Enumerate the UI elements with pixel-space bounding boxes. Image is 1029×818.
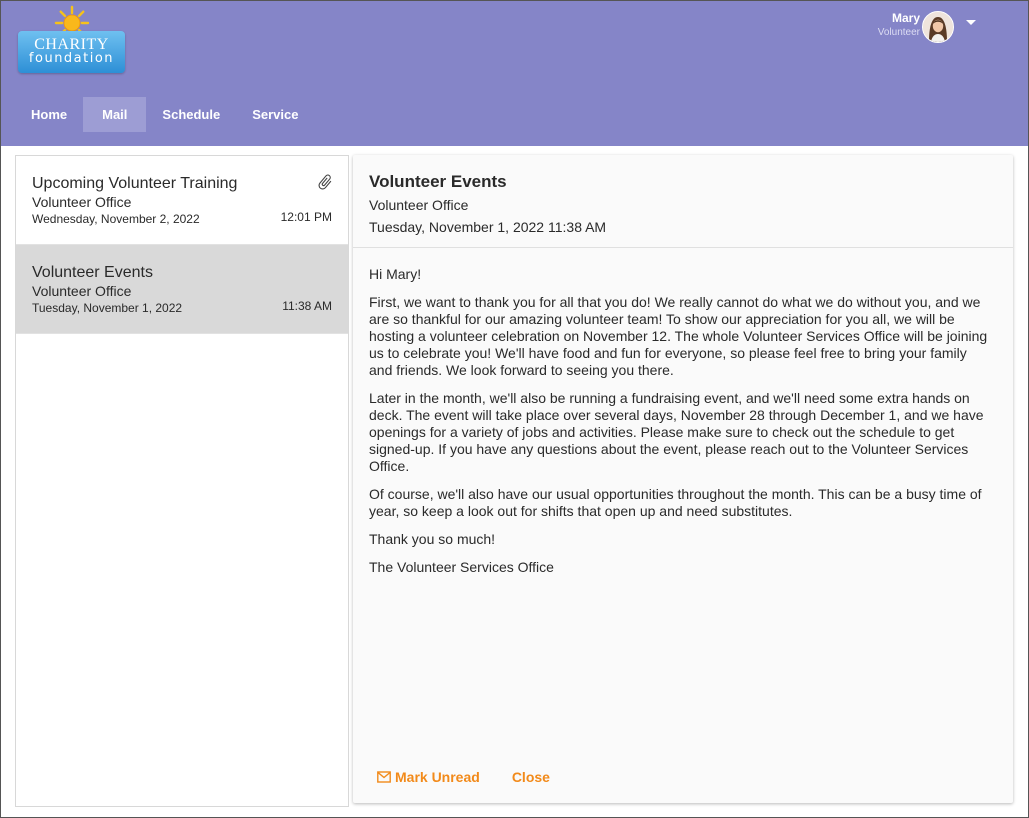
message-datetime: Tuesday, November 1, 2022 11:38 AM [369,219,607,235]
main-nav [15,97,314,132]
message-sender: Volunteer Office [32,194,132,210]
message-list [15,155,349,807]
message-item[interactable] [16,156,348,245]
logo-badge [18,31,125,73]
message-time: 11:38 AM [282,299,332,313]
message-header [353,155,1013,248]
body-paragraph: Of course, we'll also have our usual opportunities throughout the month. This can be a busy time of year, so keep a look out for shifts that open up and need substitutes. [369,486,982,519]
body-paragraph: The Volunteer Services Office [369,559,554,575]
envelope-icon [377,771,391,783]
user-menu[interactable] [844,11,1004,43]
message-item-selected[interactable] [16,245,348,334]
logo-text-charity: CHARITY [34,36,109,53]
message-date: Wednesday, November 2, 2022 [32,212,200,226]
message-from: Volunteer Office [369,197,469,213]
tab-home[interactable]: Home [31,107,68,122]
message-subject: Upcoming Volunteer Training [32,175,238,192]
message-sender: Volunteer Office [32,283,132,299]
message-subject: Volunteer Events [32,264,153,281]
message-date: Tuesday, November 1, 2022 [32,301,183,315]
mark-unread-label: Mark Unread [395,769,480,785]
tab-schedule[interactable]: Schedule [162,107,221,122]
charity-foundation-logo[interactable] [18,5,128,73]
tab-service[interactable]: Service [252,107,299,122]
close-button[interactable] [512,769,550,785]
top-header [1,1,1028,146]
user-name: Mary [891,11,920,25]
body-paragraph: First, we want to thank you for all that you do! We really cannot do what we do without you, and we are so thankful for our amazing volunteer team! To show our appreciation for you all, we will be hosting a volunteer celebration on November 12. The whole Volunteer Services Office will be joining us to celebrate you! We'll have food and fun for everyone, so please feel free to bring your family and friends. We look forward to seeing you there. [369,294,988,378]
close-label: Close [511,769,550,785]
body-paragraph: Hi Mary! [369,266,422,282]
body-paragraph: Later in the month, we'll also be running a fundraising event, and we'll need some extra hands on deck. The event will take place over several days, November 28 through December 1, and we have openings for a variety of jobs and activities. Please make sure to check out the schedule to get signed-up. If you have any questions about the event, please reach out to the Volunteer Services Office. [369,390,984,474]
user-role: Volunteer [877,27,920,38]
message-detail [353,155,1013,803]
tab-mail[interactable]: Mail [83,97,146,132]
logo-text-foundation: foundation [28,51,115,66]
message-title: Volunteer Events [369,172,507,191]
message-body [369,266,991,587]
body-paragraph: Thank you so much! [369,531,496,547]
message-time: 12:01 PM [280,210,332,224]
avatar[interactable] [922,11,954,43]
message-actions [377,767,582,787]
chevron-down-icon[interactable] [966,20,976,25]
paperclip-icon [316,173,334,191]
mark-unread-button[interactable] [377,769,480,785]
user-avatar-icon [923,12,953,42]
